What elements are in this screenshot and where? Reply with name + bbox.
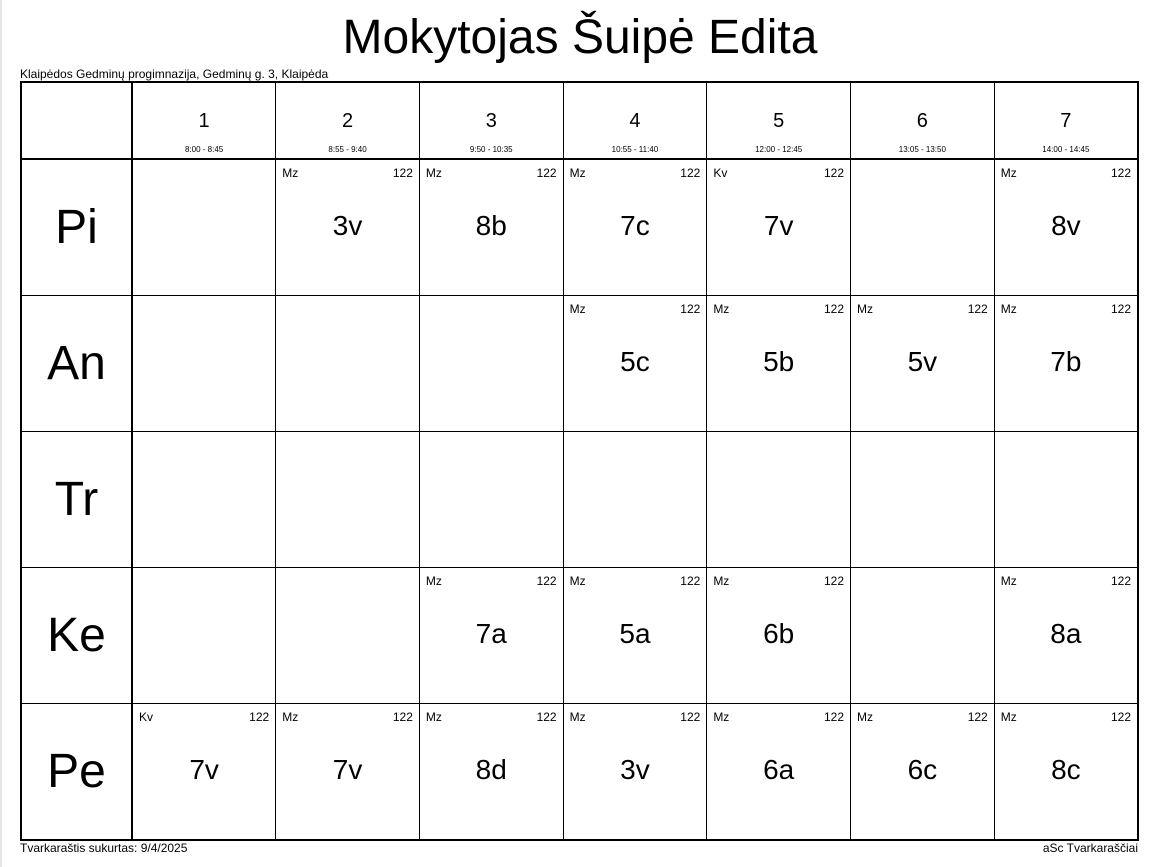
lesson-room: 122: [823, 302, 845, 316]
lesson-subject: Mz: [713, 574, 730, 588]
empty-cell: [132, 296, 276, 432]
lesson-subject: Mz: [569, 574, 586, 588]
created-date: Tvarkaraštis sukurtas: 9/4/2025: [20, 841, 188, 855]
lesson-class: 8a: [1050, 618, 1082, 649]
empty-cell: [851, 159, 995, 296]
period-time: 9:50 - 10:35: [469, 145, 513, 154]
lesson-room: 122: [392, 710, 413, 724]
school-address: Klaipėdos Gedminų progimnazija, Gedminų g. 3, Klaipėda: [20, 67, 329, 81]
lesson-subject: Mz: [569, 302, 586, 316]
lesson-room: 122: [680, 574, 701, 588]
lesson-class: 7v: [332, 754, 363, 785]
lesson-room: 122: [1110, 302, 1131, 316]
lesson-cell[interactable]: [563, 296, 707, 432]
lesson-subject: Mz: [1000, 166, 1017, 180]
day-label: Pe: [47, 745, 106, 798]
lesson-class: 8b: [475, 210, 507, 241]
day-row-an: [21, 296, 1138, 432]
empty-cell: [851, 432, 995, 568]
lesson-class: 6b: [763, 618, 795, 649]
lesson-subject: Mz: [857, 302, 874, 316]
empty-cell: [276, 568, 420, 704]
empty-cell: [419, 432, 563, 568]
lesson-subject: Mz: [713, 710, 730, 724]
day-cell: [21, 296, 132, 432]
period-header-row: [21, 82, 1138, 159]
lesson-class: 8c: [1051, 754, 1081, 785]
lesson-room: 122: [536, 574, 557, 588]
lesson-subject: Mz: [569, 166, 586, 180]
lesson-subject: Mz: [713, 302, 730, 316]
lesson-room: 122: [680, 302, 701, 316]
lesson-cell[interactable]: [419, 568, 563, 704]
empty-cell: [132, 159, 276, 296]
lesson-cell[interactable]: [419, 159, 563, 296]
lesson-class: 3v: [332, 210, 363, 241]
day-cell: [21, 159, 132, 296]
empty-cell: [132, 432, 276, 568]
lesson-subject: Mz: [857, 710, 874, 724]
lesson-room: 122: [823, 710, 845, 724]
lesson-subject: Mz: [425, 166, 442, 180]
lesson-room: 122: [1110, 710, 1131, 724]
day-row-pi: [21, 159, 1138, 296]
day-label: An: [47, 337, 106, 390]
lesson-subject: Kv: [139, 710, 154, 724]
day-row-ke: [21, 568, 1138, 704]
lesson-room: 122: [392, 166, 413, 180]
lesson-cell[interactable]: [563, 568, 707, 704]
lesson-subject: Mz: [569, 710, 586, 724]
day-row-pe: [21, 704, 1138, 841]
lesson-room: 122: [249, 710, 270, 724]
lesson-class: 5b: [763, 346, 795, 377]
empty-cell: [563, 432, 707, 568]
period-header-6: [851, 82, 995, 159]
period-number: 5: [773, 110, 785, 132]
lesson-cell[interactable]: [276, 159, 420, 296]
period-header-1: [132, 82, 276, 159]
page-edge: [0, 0, 2, 867]
lesson-class: 7v: [763, 210, 794, 241]
lesson-class: 5v: [907, 346, 938, 377]
period-header-2: [276, 82, 420, 159]
lesson-class: 5c: [620, 346, 650, 377]
period-header-7: [994, 82, 1138, 159]
lesson-class: 7c: [620, 210, 650, 241]
lesson-class: 7b: [1050, 346, 1082, 377]
period-number: 1: [198, 110, 210, 132]
lesson-cell[interactable]: [994, 296, 1138, 432]
lesson-class: 6a: [763, 754, 795, 785]
lesson-room: 122: [536, 166, 557, 180]
day-label: Ke: [47, 609, 106, 662]
period-header-5: [707, 82, 851, 159]
lesson-cell[interactable]: [707, 296, 851, 432]
lesson-cell[interactable]: [707, 704, 851, 841]
lesson-subject: Mz: [282, 166, 299, 180]
lesson-class: 7v: [189, 754, 219, 785]
period-time: 10:55 - 11:40: [611, 145, 659, 154]
empty-cell: [707, 432, 851, 568]
period-number: 7: [1060, 110, 1072, 132]
generator-brand: aSc Tvarkaraščiai: [1042, 841, 1138, 855]
period-number: 4: [629, 110, 641, 132]
lesson-cell[interactable]: [851, 704, 995, 841]
lesson-cell[interactable]: [563, 704, 707, 841]
period-time: 13:05 - 13:50: [898, 145, 946, 154]
empty-cell: [419, 296, 563, 432]
lesson-cell[interactable]: [707, 568, 851, 704]
lesson-cell[interactable]: [419, 704, 563, 841]
day-row-tr: [21, 432, 1138, 568]
lesson-subject: Mz: [1000, 302, 1017, 316]
lesson-class: 7a: [475, 618, 507, 649]
empty-cell: [994, 432, 1138, 568]
lesson-subject: Mz: [1000, 574, 1017, 588]
lesson-class: 8v: [1051, 210, 1081, 241]
period-header-4: [563, 82, 707, 159]
period-number: 6: [916, 110, 928, 132]
empty-cell: [276, 296, 420, 432]
corner-cell: [21, 82, 132, 159]
empty-cell: [276, 432, 420, 568]
lesson-cell[interactable]: [707, 159, 851, 296]
lesson-subject: Mz: [282, 710, 299, 724]
lesson-cell[interactable]: [994, 159, 1138, 296]
lesson-room: 122: [536, 710, 557, 724]
page-title: Mokytojas Šuipė Edita: [342, 11, 818, 64]
lesson-cell[interactable]: [994, 704, 1138, 841]
period-time: 8:00 - 8:45: [184, 145, 224, 154]
lesson-cell[interactable]: [132, 704, 276, 841]
lesson-cell[interactable]: [994, 568, 1138, 704]
lesson-class: 8d: [475, 754, 507, 785]
period-time: 14:00 - 14:45: [1042, 145, 1090, 154]
lesson-room: 122: [680, 710, 701, 724]
day-label: Pi: [55, 201, 98, 254]
day-cell: [21, 568, 132, 704]
lesson-room: 122: [967, 710, 988, 724]
lesson-room: 122: [1110, 166, 1131, 180]
lesson-class: 3v: [620, 754, 650, 785]
empty-cell: [132, 568, 276, 704]
lesson-cell[interactable]: [563, 159, 707, 296]
lesson-room: 122: [680, 166, 701, 180]
lesson-room: 122: [823, 574, 845, 588]
period-header-3: [419, 82, 563, 159]
period-number: 3: [485, 110, 497, 132]
lesson-cell[interactable]: [851, 296, 995, 432]
lesson-subject: Kv: [713, 166, 728, 180]
lesson-cell[interactable]: [276, 704, 420, 841]
period-number: 2: [341, 110, 354, 132]
lesson-subject: Mz: [1000, 710, 1017, 724]
day-cell: [21, 432, 132, 568]
day-cell: [21, 704, 132, 841]
lesson-subject: Mz: [425, 710, 442, 724]
empty-cell: [851, 568, 995, 704]
lesson-room: 122: [823, 166, 845, 180]
lesson-class: 5a: [619, 618, 651, 649]
timetable-grid: [20, 81, 1139, 841]
lesson-subject: Mz: [425, 574, 442, 588]
period-time: 8:55 - 9:40: [328, 145, 367, 154]
lesson-class: 6c: [907, 754, 938, 785]
day-label: Tr: [54, 473, 99, 526]
lesson-room: 122: [1110, 574, 1131, 588]
period-time: 12:00 - 12:45: [755, 145, 803, 154]
lesson-room: 122: [967, 302, 988, 316]
